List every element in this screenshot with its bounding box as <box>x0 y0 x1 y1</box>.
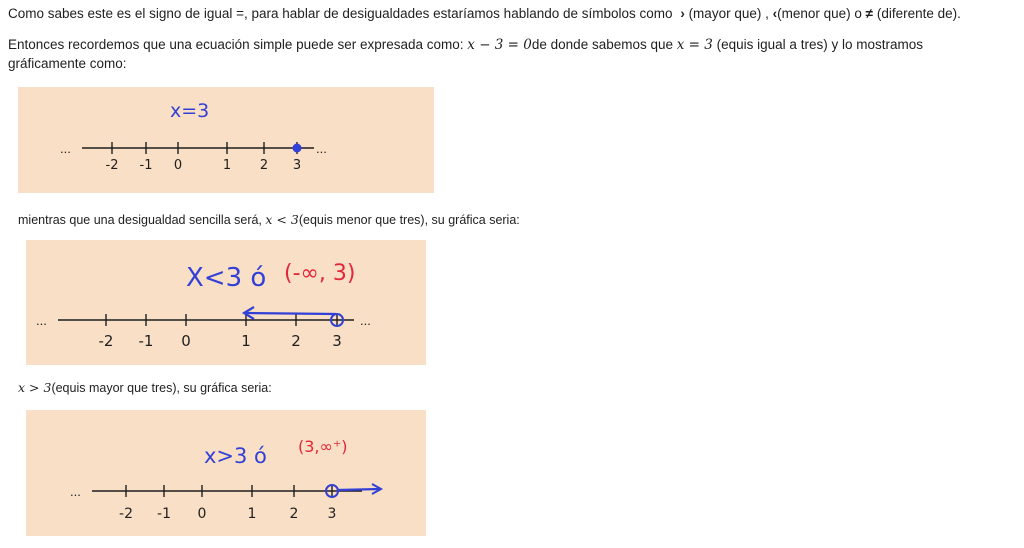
graph1-tick-label: 0 <box>173 158 183 173</box>
graph2-right-ellipsis: ... <box>360 313 371 328</box>
graph3-label-blue: x>3 ó <box>204 444 267 468</box>
paragraph-less-than <box>18 211 520 229</box>
graph2-svg <box>26 240 426 365</box>
number-line-x-less-than-3 <box>26 240 426 365</box>
paragraph3-part1: mientras que una desigualdad sencilla será, <box>18 213 262 227</box>
equation-x-minus-3: x − 3 = 0 <box>467 37 532 53</box>
graph3-tick-label: -2 <box>119 506 133 522</box>
graph1-tick-label: 3 <box>292 158 302 173</box>
graph2-tick-label: -1 <box>138 332 154 350</box>
inequality-x-greater-3: x > 3 <box>18 380 52 395</box>
intro-text <box>8 5 961 23</box>
graph2-tick-label: 3 <box>332 332 342 350</box>
greater-than-symbol: › <box>680 6 685 21</box>
graph2-tick-label: 0 <box>181 332 191 350</box>
graph2-tick-label: 2 <box>291 332 301 350</box>
less-than-symbol: ‹ <box>772 6 778 21</box>
paragraph2-line2: gráficamente como: <box>8 56 127 71</box>
number-line-x-equals-3 <box>18 87 434 193</box>
intro-pre: Como sabes este es el signo de igual =, para hablar de desigualdades estaríamos hablando de símbolos como <box>8 6 673 21</box>
graph3-tick-label: 3 <box>327 506 337 522</box>
graph1-right-ellipsis: ... <box>316 141 327 156</box>
graph3-solution-arrow <box>338 489 380 490</box>
paragraph4-part1: (equis mayor que tres), su gráfica seria: <box>51 381 272 395</box>
equation-x-equals-3: x = 3 <box>676 37 713 53</box>
graph3-svg <box>26 410 426 536</box>
graph3-tick-label: -1 <box>157 506 171 522</box>
less-than-word: (menor que) o <box>777 6 862 21</box>
paragraph2-part1: Entonces recordemos que una ecuación simple puede ser expresada como: <box>8 37 464 52</box>
not-equal-word: (diferente de). <box>873 6 961 21</box>
graph1-closed-point <box>293 144 302 153</box>
inequality-x-less-3: x < 3 <box>265 212 299 227</box>
graph2-label-blue: X<3 ó <box>186 263 267 293</box>
paragraph3-part2: (equis menor que tres), su gráfica seria: <box>298 213 520 227</box>
graph1-tick-label: -2 <box>105 158 119 173</box>
greater-than-word: (mayor que) , <box>684 6 769 21</box>
graph3-tick-label: 0 <box>197 506 207 522</box>
graph3-tick-label: 2 <box>289 506 299 522</box>
paragraph-greater-than <box>18 379 272 397</box>
graph1-label: x=3 <box>170 100 210 122</box>
graph2-tick-label: 1 <box>241 332 251 350</box>
graph1-tick-label: 2 <box>259 158 269 173</box>
graph1-tick-label: 1 <box>222 158 232 173</box>
graph3-left-ellipsis: ... <box>70 484 81 499</box>
not-equal-symbol: ≠ <box>865 6 874 21</box>
graph2-solution-arrow <box>246 313 336 314</box>
number-line-x-greater-than-3 <box>26 410 426 536</box>
graph3-label-red: (3,∞⁺) <box>298 437 348 456</box>
graph1-left-ellipsis: ... <box>60 141 71 156</box>
graph2-left-ellipsis: ... <box>36 313 47 328</box>
graph2-tick-label: -2 <box>98 332 114 350</box>
graph1-tick-label: -1 <box>139 158 153 173</box>
graph1-svg <box>18 87 434 193</box>
paragraph2-part2: de donde sabemos que <box>531 37 674 52</box>
paragraph-equation <box>8 36 923 54</box>
graph3-tick-label: 1 <box>247 506 257 522</box>
paragraph2-part3: (equis igual a tres) y lo mostramos <box>712 37 923 52</box>
graph2-label-red: (-∞, 3) <box>284 261 356 286</box>
